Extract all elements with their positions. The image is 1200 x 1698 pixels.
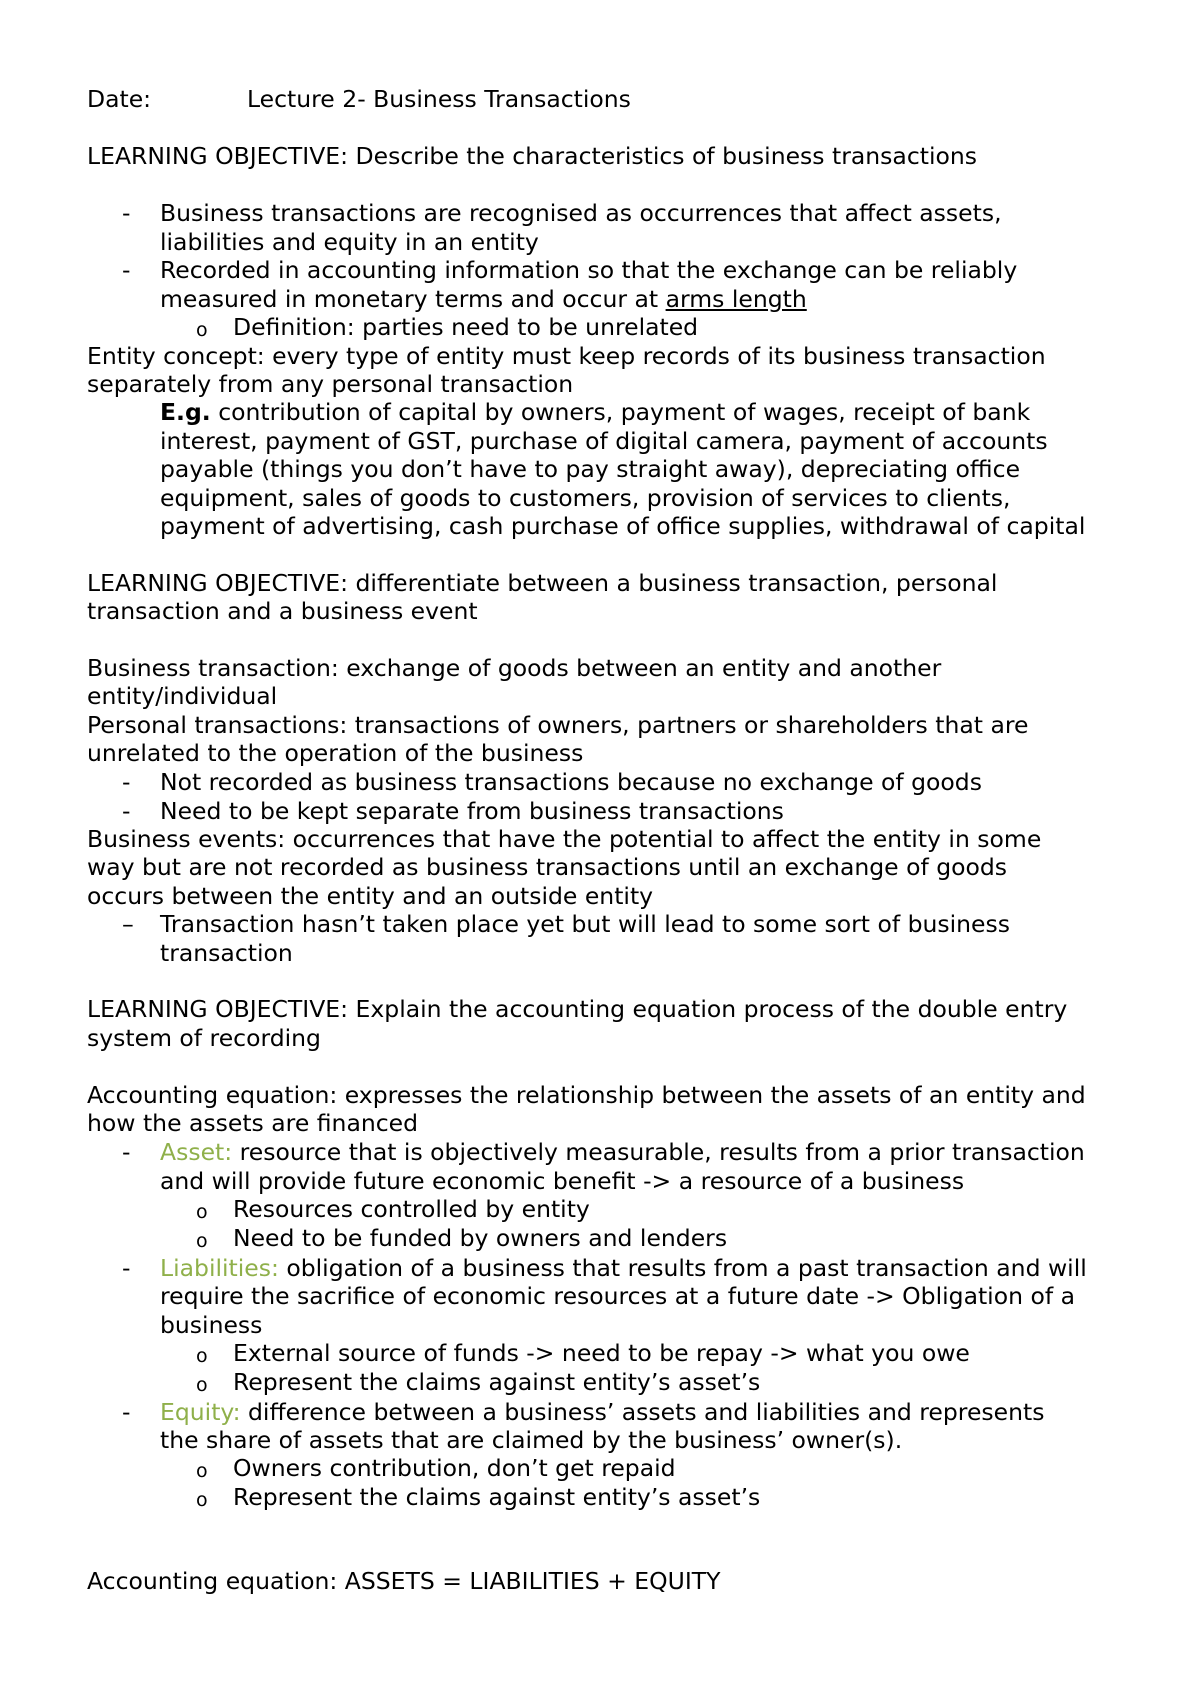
personal-transaction-def: unrelated to the operation of the business [87,739,584,767]
liabilities-def [160,1254,1087,1283]
bullet-text: Transaction hasn’t taken place yet but will lead to some sort of business [160,910,1011,938]
liabilities-def: business [160,1311,263,1339]
bullet-dash: - [122,768,131,796]
business-transaction-def: entity/individual [87,682,278,710]
business-events-def: way but are not recorded as business transactions until an exchange of goods [87,853,1008,881]
sub-bullet-text: Represent the claims against entity’s asset’s [233,1483,761,1511]
equity-text: difference between a business’ assets and liabilities and represents [240,1398,1045,1426]
asset-def [160,1138,1085,1167]
learning-objective-3: LEARNING OBJECTIVE: Explain the accounting equation process of the double entry [87,995,1068,1023]
equity-def: the share of assets that are claimed by the business’ owner(s). [160,1426,903,1454]
equity-def [160,1398,1044,1427]
bullet-dash: - [122,1138,131,1166]
asset-label: Asset: [160,1138,233,1166]
liabilities-text: obligation of a business that results from a past transaction and will [278,1254,1087,1282]
accounting-equation-def: how the assets are financed [87,1109,419,1137]
bullet-text: Recorded in accounting information so that the exchange can be reliably [160,256,1018,284]
bullet-dash: - [122,199,131,227]
sub-bullet-text: Represent the claims against entity’s asset’s [233,1368,761,1396]
sub-bullet-circle: o [196,1489,208,1511]
accounting-equation-def: Accounting equation: expresses the relationship between the assets of an entity and [87,1081,1086,1109]
example-text: equipment, sales of goods to customers, provision of services to clients, [160,484,1011,512]
bullet-dash: - [122,256,131,284]
learning-objective-3: system of recording [87,1024,321,1052]
bullet-text [160,285,807,314]
learning-objective-2: LEARNING OBJECTIVE: differentiate between a business transaction, personal [87,569,998,597]
business-events-def: Business events: occurrences that have the potential to affect the entity in some [87,825,1042,853]
bullet-text: Not recorded as business transactions because no exchange of goods [160,768,982,796]
business-transaction-def: Business transaction: exchange of goods between an entity and another [87,654,942,682]
example-text-part: contribution of capital by owners, payment of wages, receipt of bank [210,398,1031,426]
sub-bullet-text: Definition: parties need to be unrelated [233,313,699,341]
sub-bullet-circle: o [196,1345,208,1367]
bullet-text: transaction [160,939,293,967]
accounting-equation: Accounting equation: ASSETS = LIABILITIES + EQUITY [87,1567,721,1595]
sub-bullet-text: Owners contribution, don’t get repaid [233,1454,676,1482]
bullet-dash: - [122,797,131,825]
entity-concept: Entity concept: every type of entity must keep records of its business transaction [87,342,1046,370]
sub-bullet-circle: o [196,1201,208,1223]
equity-label: Equity: [160,1398,241,1426]
bullet-text: Business transactions are recognised as occurrences that affect assets, [160,199,1002,227]
bullet-endash: – [122,910,134,938]
asset-def: and will provide future economic benefit -> a resource of a business [160,1167,965,1195]
personal-transaction-def: Personal transactions: transactions of owners, partners or shareholders that are [87,711,1029,739]
sub-bullet-circle: o [196,1374,208,1396]
example-text: payment of advertising, cash purchase of office supplies, withdrawal of capital [160,512,1086,540]
example-text: payable (things you don’t have to pay straight away), depreciating office [160,455,1021,483]
sub-bullet-text: Resources controlled by entity [233,1195,590,1223]
bullet-text: Need to be kept separate from business transactions [160,797,784,825]
sub-bullet-circle: o [196,1460,208,1482]
arms-length-term: arms length [665,285,807,313]
sub-bullet-text: External source of funds -> need to be repay -> what you owe [233,1339,970,1367]
example-text [160,398,1030,427]
learning-objective-2: transaction and a business event [87,597,478,625]
eg-label: E.g. [160,398,211,426]
example-text: interest, payment of GST, purchase of digital camera, payment of accounts [160,427,1048,455]
bullet-text: liabilities and equity in an entity [160,228,539,256]
bullet-dash: - [122,1398,131,1426]
liabilities-label: Liabilities: [160,1254,279,1282]
entity-concept: separately from any personal transaction [87,370,574,398]
sub-bullet-text: Need to be funded by owners and lenders [233,1224,728,1252]
asset-text: resource that is objectively measurable, results from a prior transaction [232,1138,1085,1166]
learning-objective-1: LEARNING OBJECTIVE: Describe the characteristics of business transactions [87,142,977,170]
liabilities-def: require the sacrifice of economic resources at a future date -> Obligation of a [160,1282,1075,1310]
sub-bullet-circle: o [196,1230,208,1252]
bullet-text-part: measured in monetary terms and occur at [160,285,666,313]
lecture-title: Lecture 2- Business Transactions [247,85,631,113]
date-label: Date: [87,85,152,113]
business-events-def: occurs between the entity and an outside entity [87,882,654,910]
bullet-dash: - [122,1254,131,1282]
sub-bullet-circle: o [196,319,208,341]
